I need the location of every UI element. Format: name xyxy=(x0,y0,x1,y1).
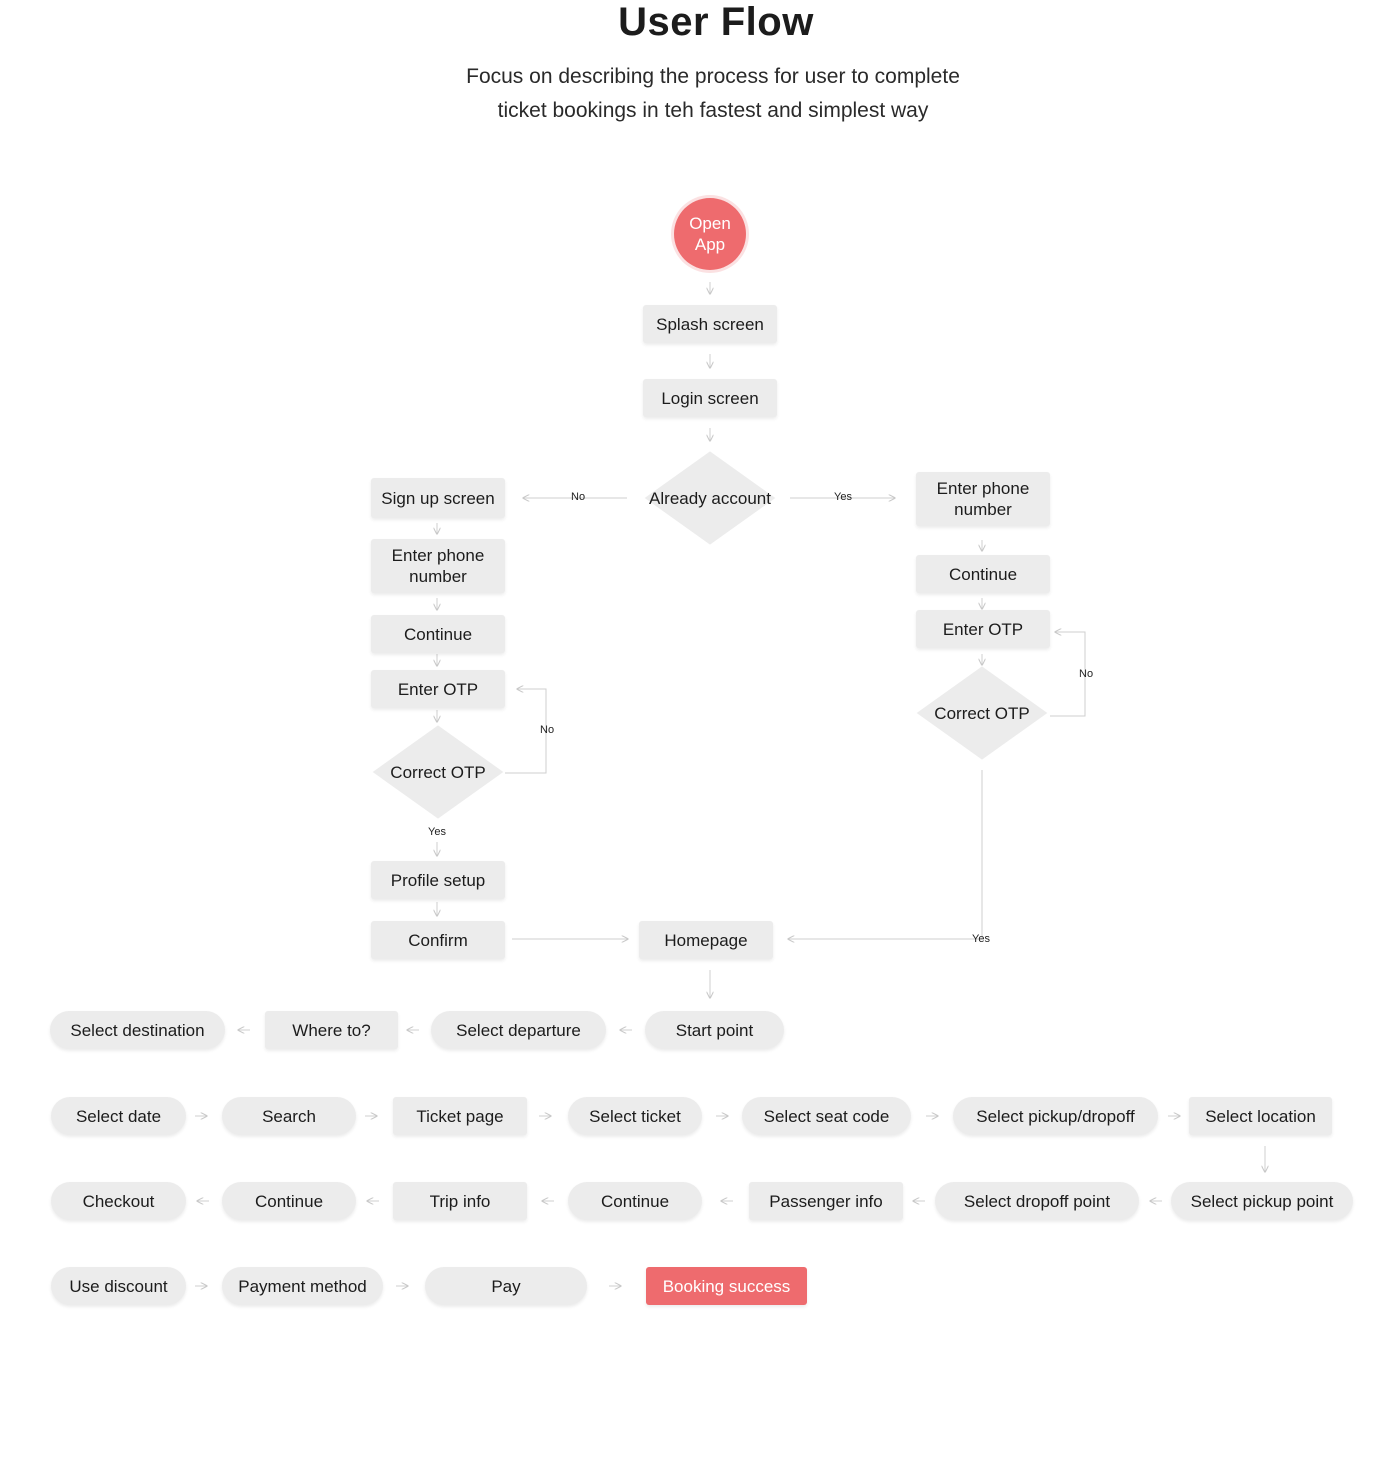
node-select-pickup-point: Select pickup point xyxy=(1171,1182,1353,1220)
node-select-location: Select location xyxy=(1189,1097,1332,1135)
node-continue-a: Continue xyxy=(568,1182,702,1220)
node-left-enter-otp: Enter OTP xyxy=(371,670,505,708)
page-title: User Flow xyxy=(618,0,814,44)
subtitle-line-1: Focus on describing the process for user to complete xyxy=(466,65,960,88)
node-start-point: Start point xyxy=(645,1011,784,1049)
node-select-ticket: Select ticket xyxy=(568,1097,702,1135)
decision-left-correct-otp: Correct OTP xyxy=(368,726,508,818)
node-search: Search xyxy=(222,1097,356,1135)
node-checkout: Checkout xyxy=(51,1182,186,1220)
node-select-destination: Select destination xyxy=(50,1011,225,1049)
node-ticket-page: Ticket page xyxy=(393,1097,527,1135)
node-login-screen: Login screen xyxy=(643,379,777,417)
node-passenger-info: Passenger info xyxy=(749,1182,903,1220)
node-booking-success: Booking success xyxy=(646,1267,807,1305)
edge-label-left-yes: Yes xyxy=(428,826,446,838)
node-payment-method: Payment method xyxy=(222,1267,383,1305)
node-select-dropoff-point: Select dropoff point xyxy=(935,1182,1139,1220)
node-pay: Pay xyxy=(425,1267,587,1305)
node-profile-setup: Profile setup xyxy=(371,861,505,899)
node-splash-screen: Splash screen xyxy=(643,305,777,343)
edge-right-yes-homepage xyxy=(788,770,982,939)
node-left-continue: Continue xyxy=(371,615,505,653)
node-trip-info: Trip info xyxy=(393,1182,527,1220)
edge-label-no-signup: No xyxy=(571,491,586,503)
node-right-enter-otp: Enter OTP xyxy=(916,610,1050,648)
subtitle-line-2: ticket bookings in teh fastest and simplest way xyxy=(497,99,929,122)
edge-label-right-no: No xyxy=(1079,668,1094,680)
node-right-enter-phone: Enter phone number xyxy=(916,472,1050,526)
edge-label-left-no: No xyxy=(540,724,555,736)
node-continue-b: Continue xyxy=(222,1182,356,1220)
decision-already-account: Already account xyxy=(640,452,780,544)
node-signup-screen: Sign up screen xyxy=(371,478,505,518)
node-open-app: Open App xyxy=(674,198,746,270)
node-select-seat-code: Select seat code xyxy=(742,1097,911,1135)
node-select-date: Select date xyxy=(51,1097,186,1135)
node-use-discount: Use discount xyxy=(51,1267,186,1305)
node-select-pickup-dropoff: Select pickup/dropoff xyxy=(953,1097,1158,1135)
node-confirm: Confirm xyxy=(371,921,505,959)
node-homepage: Homepage xyxy=(639,921,773,959)
edge-label-yes-login: Yes xyxy=(834,491,852,503)
edge-label-right-yes: Yes xyxy=(972,933,990,945)
decision-right-correct-otp: Correct OTP xyxy=(912,667,1052,759)
node-left-enter-phone: Enter phone number xyxy=(371,539,505,593)
node-right-continue: Continue xyxy=(916,555,1050,593)
node-select-departure: Select departure xyxy=(431,1011,606,1049)
node-where-to: Where to? xyxy=(265,1011,398,1049)
